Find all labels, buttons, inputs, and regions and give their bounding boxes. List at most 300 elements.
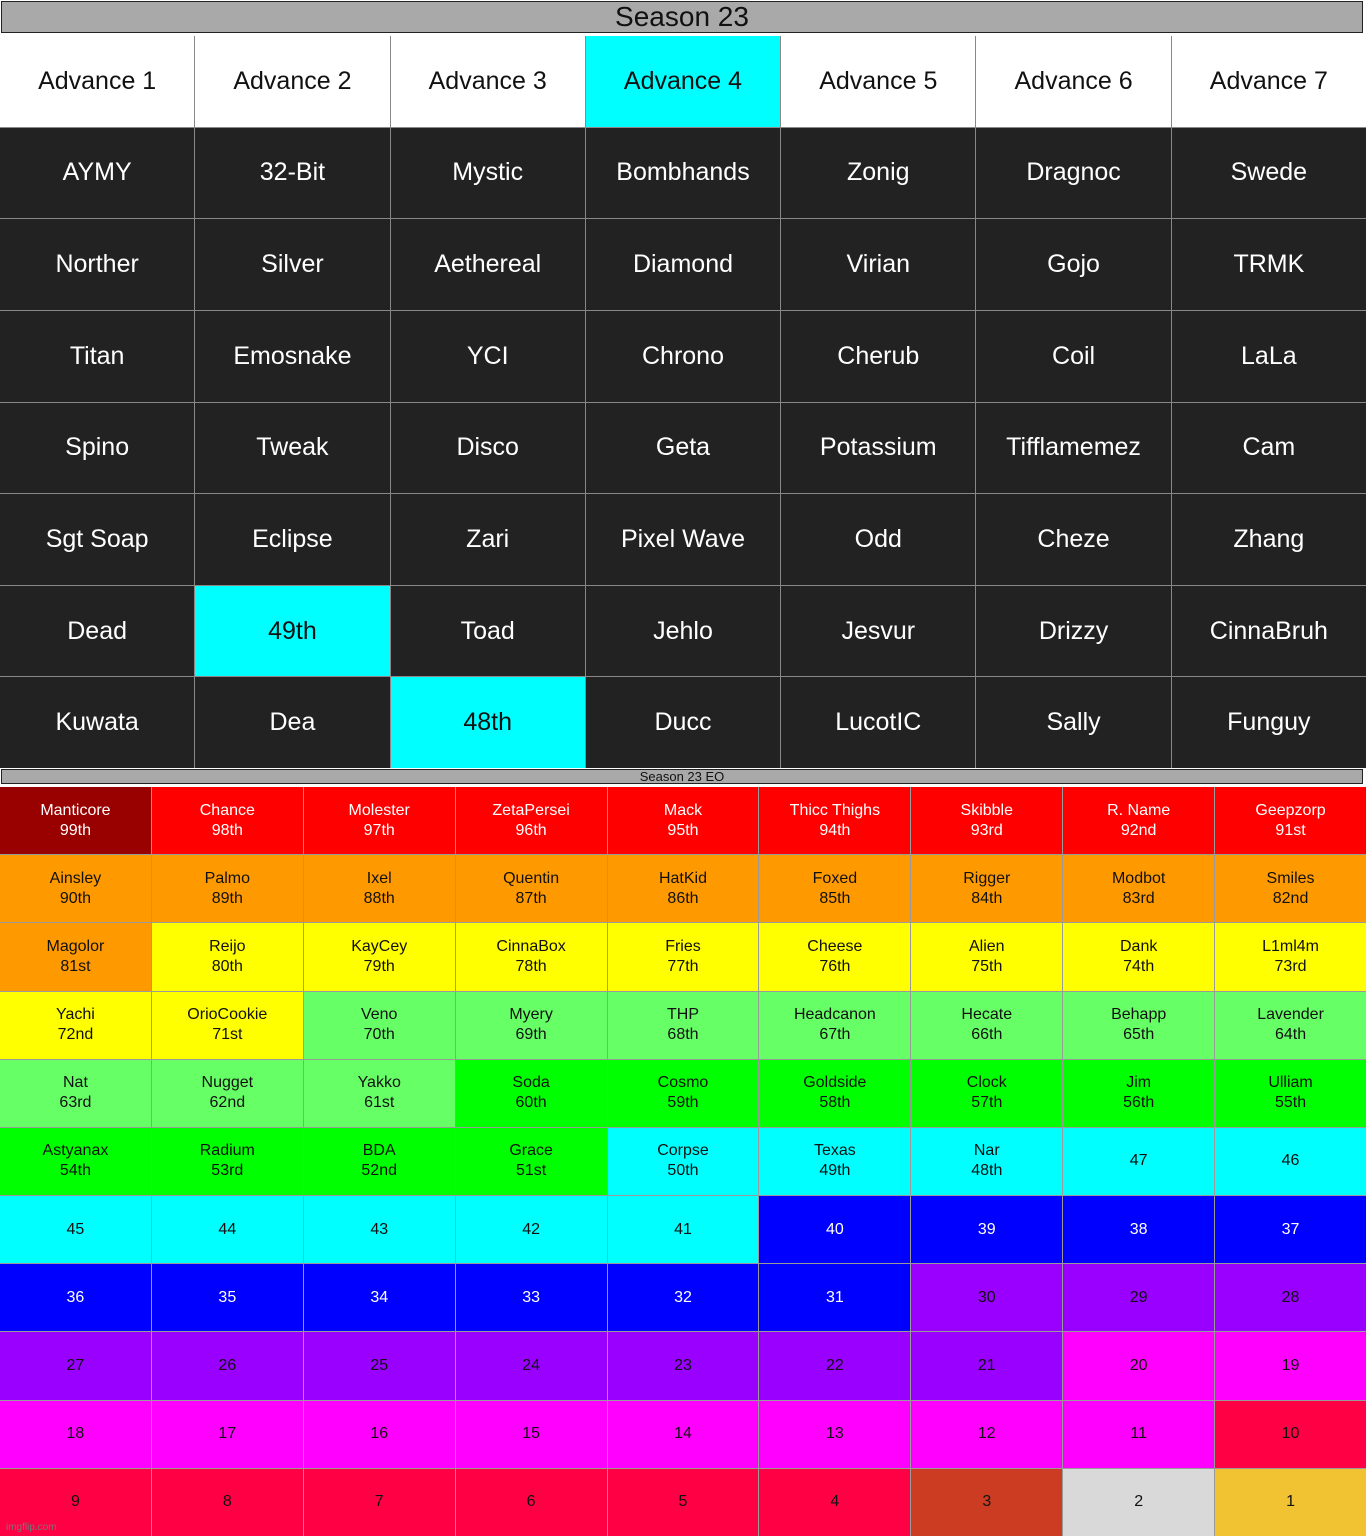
advance-cell: Coil: [976, 311, 1170, 402]
eo-cell: [911, 855, 1062, 922]
eo-cell-name: Rigger: [963, 869, 1011, 887]
eo-cell: [1063, 1060, 1214, 1127]
advance-cell: Eclipse: [195, 494, 389, 585]
eo-cell: [759, 1264, 910, 1331]
advance-cell: Dragnoc: [976, 128, 1170, 219]
eo-cell-name: 34: [370, 1288, 389, 1306]
eo-cell-name: 1: [1286, 1493, 1295, 1511]
eo-cell-name: THP: [666, 1006, 699, 1024]
advance-cell: Tifflamemez: [976, 403, 1170, 494]
eo-cell-name: 3: [982, 1493, 992, 1511]
eo-cell-name: 25: [370, 1357, 389, 1375]
eo-cell: [759, 1196, 910, 1263]
eo-cell: [608, 1128, 759, 1195]
eo-cell-name: Ixel: [366, 869, 392, 887]
eo-cell: [1215, 1060, 1366, 1127]
eo-cell-place: 87th: [515, 889, 547, 907]
eo-cell-name: 41: [674, 1220, 692, 1238]
eo-cell-place: 66th: [971, 1026, 1003, 1044]
advance-cell: Gojo: [976, 219, 1170, 310]
eo-cell: [456, 1196, 607, 1263]
eo-cell-name: Lavender: [1257, 1006, 1324, 1024]
eo-cell-place: 94th: [819, 821, 851, 839]
eo-cell-place: 92nd: [1120, 821, 1157, 839]
eo-cell-name: 18: [66, 1425, 85, 1443]
eo-cell-name: R. Name: [1107, 801, 1171, 819]
eo-cell-name: Nar: [973, 1142, 1000, 1160]
eo-cell-name: ZetaPersei: [492, 801, 570, 819]
eo-cell-place: 91st: [1275, 821, 1306, 839]
eo-cell-name: Behapp: [1111, 1006, 1167, 1024]
eo-cell-place: 73rd: [1274, 957, 1307, 975]
eo-cell-name: 31: [825, 1288, 844, 1306]
advance-cell: Silver: [195, 219, 389, 310]
advance-cell: TRMK: [1172, 219, 1366, 310]
advance-cell: Bombhands: [586, 128, 780, 219]
eo-cell: [152, 1128, 303, 1195]
eo-cell-place: 76th: [819, 957, 851, 975]
eo-cell: [304, 1332, 455, 1399]
eo-cell-place: 63rd: [59, 1094, 92, 1112]
eo-cell-name: 12: [977, 1425, 996, 1443]
eo-cell: [911, 992, 1062, 1059]
advance-cell: Zari: [391, 494, 585, 585]
eo-cell-name: 20: [1129, 1357, 1148, 1375]
eo-cell-name: 29: [1129, 1288, 1148, 1306]
eo-cell-place: 95th: [667, 821, 699, 839]
eo-cell-place: 52nd: [361, 1162, 397, 1180]
eo-cell-name: Chance: [199, 801, 255, 819]
eo-cell-name: 36: [66, 1288, 85, 1306]
eo-cell-name: Jim: [1126, 1074, 1152, 1092]
eo-cell: [304, 787, 455, 854]
eo-cell-place: 79th: [363, 957, 395, 975]
eo-cell-place: 90th: [59, 889, 91, 907]
eo-cell: [0, 992, 151, 1059]
eo-cell-name: 21: [977, 1357, 996, 1375]
advance-header: Advance 6: [976, 36, 1170, 127]
eo-cell-name: Molester: [348, 801, 410, 819]
eo-cell: [759, 1401, 910, 1468]
eo-cell: [1215, 923, 1366, 990]
eo-cell-place: 50th: [667, 1162, 699, 1180]
eo-cell: [152, 1264, 303, 1331]
eo-cell: [304, 923, 455, 990]
eo-cell-place: 53rd: [211, 1162, 244, 1180]
eo-cell: [152, 992, 303, 1059]
eo-cell-name: Alien: [968, 937, 1005, 955]
eo-cell-name: 11: [1130, 1425, 1147, 1443]
eo-cell: [608, 1401, 759, 1468]
eo-cell-place: 71st: [212, 1026, 243, 1044]
eo-cell-name: 39: [977, 1220, 996, 1238]
eo-cell: [456, 1264, 607, 1331]
eo-cell-name: Ulliam: [1268, 1074, 1313, 1092]
advance-cell: Potassium: [781, 403, 975, 494]
eo-cell: [456, 992, 607, 1059]
advance-cell: Ducc: [586, 677, 780, 768]
eo-cell-name: HatKid: [658, 869, 707, 887]
eo-cell-name: 10: [1281, 1425, 1300, 1443]
eo-title: Season 23 EO: [1, 769, 1363, 784]
eo-cell: [911, 923, 1062, 990]
eo-cell-name: 46: [1281, 1152, 1300, 1170]
eo-cell: [1063, 1128, 1214, 1195]
eo-cell-place: 86th: [667, 889, 699, 907]
advance-cell: Zonig: [781, 128, 975, 219]
eo-grid: [0, 787, 1366, 1536]
eo-cell-place: 70th: [363, 1026, 395, 1044]
eo-cell: [759, 1060, 910, 1127]
eo-cell-place: 58th: [819, 1094, 851, 1112]
eo-cell-place: 67th: [819, 1026, 851, 1044]
eo-cell-place: 69th: [515, 1026, 547, 1044]
eo-cell-name: Goldside: [803, 1074, 867, 1092]
eo-cell-place: 96th: [515, 821, 547, 839]
eo-cell: [1215, 1128, 1366, 1195]
eo-cell-name: Quentin: [503, 869, 560, 887]
eo-cell-name: 6: [526, 1493, 536, 1511]
advance-cell: Swede: [1172, 128, 1366, 219]
advance-cell: Jehlo: [586, 586, 780, 677]
eo-cell-name: 22: [825, 1357, 844, 1375]
eo-cell-name: 28: [1281, 1288, 1300, 1306]
eo-cell: [0, 1128, 151, 1195]
eo-cell-name: Myery: [509, 1006, 553, 1024]
advance-cell: Aethereal: [391, 219, 585, 310]
eo-cell-name: Ainsley: [49, 869, 102, 887]
eo-cell-name: 14: [674, 1425, 692, 1443]
eo-cell: [608, 1060, 759, 1127]
advance-header: Advance 7: [1172, 36, 1366, 127]
eo-cell: [456, 923, 607, 990]
eo-cell: [759, 787, 910, 854]
advance-cell: Tweak: [195, 403, 389, 494]
advance-cell: Norther: [0, 219, 194, 310]
eo-cell-name: 8: [222, 1493, 232, 1511]
eo-cell: [304, 1264, 455, 1331]
eo-cell: [1215, 787, 1366, 854]
advance-cell: Dead: [0, 586, 194, 677]
eo-cell: [152, 1469, 303, 1536]
advance-cell: Sally: [976, 677, 1170, 768]
eo-cell: [152, 1060, 303, 1127]
eo-cell: [759, 923, 910, 990]
eo-cell-place: 64th: [1274, 1026, 1307, 1044]
eo-cell: [911, 1401, 1062, 1468]
eo-cell: [456, 1128, 607, 1195]
eo-cell-name: 45: [66, 1220, 85, 1238]
eo-cell-name: 2: [1134, 1493, 1144, 1511]
eo-cell: [911, 1060, 1062, 1127]
eo-cell: [911, 1332, 1062, 1399]
eo-cell-place: 89th: [211, 889, 243, 907]
advance-cell: Dea: [195, 677, 389, 768]
advance-cell: Pixel Wave: [586, 494, 780, 585]
eo-cell: [608, 1264, 759, 1331]
eo-cell-place: 60th: [515, 1094, 547, 1112]
eo-cell: [456, 855, 607, 922]
season-title: Season 23: [1, 1, 1363, 33]
eo-cell-name: 40: [825, 1220, 844, 1238]
eo-cell-name: Reijo: [209, 937, 246, 955]
eo-cell: [1063, 1469, 1214, 1536]
advance-header: Advance 4: [586, 36, 780, 127]
eo-cell-name: Foxed: [812, 869, 858, 887]
advance-cell: Cam: [1172, 403, 1366, 494]
advance-header: Advance 1: [0, 36, 194, 127]
advance-cell: Odd: [781, 494, 975, 585]
eo-cell: [304, 1401, 455, 1468]
advance-cell: 32-Bit: [195, 128, 389, 219]
eo-cell-place: 61st: [364, 1094, 395, 1112]
advance-cell: Spino: [0, 403, 194, 494]
eo-cell: [0, 787, 151, 854]
eo-cell-name: Grace: [509, 1142, 553, 1160]
eo-cell-place: 57th: [971, 1094, 1003, 1112]
eo-cell: [608, 923, 759, 990]
eo-cell-name: 4: [830, 1493, 840, 1511]
advance-cell: AYMY: [0, 128, 194, 219]
eo-cell: [1215, 1196, 1366, 1263]
eo-cell: [152, 787, 303, 854]
eo-cell-place: 49th: [819, 1162, 851, 1180]
eo-cell: [1215, 992, 1366, 1059]
eo-cell-place: 99th: [59, 821, 91, 839]
eo-cell-place: 74th: [1123, 957, 1155, 975]
eo-cell-name: 9: [70, 1493, 80, 1511]
eo-cell: [608, 787, 759, 854]
eo-cell-name: 30: [977, 1288, 996, 1306]
eo-cell: [1063, 787, 1214, 854]
eo-cell-place: 72nd: [57, 1026, 94, 1044]
advance-cell: LaLa: [1172, 311, 1366, 402]
eo-cell: [1063, 1196, 1214, 1263]
eo-cell-name: Manticore: [40, 801, 111, 819]
eo-cell-place: 81st: [60, 957, 91, 975]
eo-cell: [152, 1332, 303, 1399]
eo-cell: [304, 992, 455, 1059]
eo-cell-name: Hecate: [961, 1006, 1013, 1024]
eo-cell-name: Palmo: [204, 869, 250, 887]
eo-cell-place: 51st: [515, 1162, 547, 1180]
advance-cell: Disco: [391, 403, 585, 494]
eo-cell: [0, 855, 151, 922]
eo-cell: [456, 787, 607, 854]
eo-cell-name: Geepzorp: [1255, 801, 1326, 819]
eo-cell-place: 77th: [667, 957, 699, 975]
eo-cell: [911, 1196, 1062, 1263]
advance-cell: Diamond: [586, 219, 780, 310]
eo-cell: [152, 1196, 303, 1263]
eo-cell-name: Texas: [813, 1142, 856, 1160]
eo-cell: [608, 1196, 759, 1263]
eo-cell-name: 16: [370, 1425, 389, 1443]
eo-cell: [1063, 1401, 1214, 1468]
eo-cell-place: 88th: [363, 889, 395, 907]
eo-cell: [759, 855, 910, 922]
eo-cell-place: 68th: [667, 1026, 699, 1044]
eo-cell: [0, 923, 151, 990]
eo-cell: [1063, 1332, 1214, 1399]
eo-cell-name: Radium: [199, 1142, 255, 1160]
eo-cell: [759, 992, 910, 1059]
eo-cell-name: 7: [374, 1493, 384, 1511]
eo-cell-name: 27: [66, 1357, 85, 1375]
eo-cell-place: 97th: [363, 821, 395, 839]
eo-cell-name: OrioCookie: [187, 1006, 268, 1024]
advance-cell: 48th: [391, 677, 585, 768]
eo-cell: [0, 1060, 151, 1127]
eo-cell-place: 75th: [971, 957, 1003, 975]
advance-cell: Kuwata: [0, 677, 194, 768]
advance-cell: Funguy: [1172, 677, 1366, 768]
eo-cell-name: 35: [218, 1288, 237, 1306]
advance-cell: 49th: [195, 586, 389, 677]
eo-cell-name: 33: [522, 1288, 540, 1306]
advance-cell: Titan: [0, 311, 194, 402]
eo-cell-name: Smiles: [1266, 869, 1315, 887]
eo-cell-name: 17: [218, 1425, 237, 1443]
advance-header: Advance 3: [391, 36, 585, 127]
eo-cell-name: Thicc Thighs: [789, 801, 881, 819]
eo-cell-name: 42: [522, 1220, 540, 1238]
eo-cell: [759, 1332, 910, 1399]
eo-cell-name: Cheese: [807, 937, 863, 955]
eo-cell-place: 78th: [515, 957, 547, 975]
eo-cell-name: Skibble: [960, 801, 1014, 819]
eo-cell: [152, 1401, 303, 1468]
eo-cell-name: Modbot: [1111, 869, 1166, 887]
advance-cell: Virian: [781, 219, 975, 310]
eo-cell-place: 55th: [1274, 1094, 1307, 1112]
eo-cell: [911, 1469, 1062, 1536]
eo-cell: [608, 855, 759, 922]
eo-cell: [0, 1264, 151, 1331]
eo-cell-name: Soda: [512, 1074, 550, 1092]
advance-cell: YCI: [391, 311, 585, 402]
eo-cell: [304, 855, 455, 922]
eo-cell-name: Headcanon: [793, 1006, 876, 1024]
advance-cell: Mystic: [391, 128, 585, 219]
eo-cell-name: 43: [370, 1220, 389, 1238]
eo-cell: [1215, 1469, 1366, 1536]
eo-cell: [1215, 1264, 1366, 1331]
eo-cell-name: KayCey: [351, 937, 408, 955]
eo-cell: [1063, 1264, 1214, 1331]
eo-cell-name: BDA: [362, 1142, 396, 1160]
advance-cell: Toad: [391, 586, 585, 677]
advance-cell: Chrono: [586, 311, 780, 402]
eo-cell: [1063, 855, 1214, 922]
eo-cell-place: 59th: [667, 1094, 699, 1112]
eo-cell-name: 23: [674, 1357, 692, 1375]
advance-cell: Drizzy: [976, 586, 1170, 677]
eo-cell-name: Clock: [966, 1074, 1007, 1092]
eo-cell-place: 56th: [1123, 1094, 1155, 1112]
advance-cell: Zhang: [1172, 494, 1366, 585]
eo-cell-place: 98th: [211, 821, 243, 839]
eo-cell-name: Veno: [360, 1006, 398, 1024]
eo-cell: [759, 1469, 910, 1536]
eo-cell: [911, 787, 1062, 854]
eo-cell-place: 80th: [211, 957, 243, 975]
eo-cell: [608, 992, 759, 1059]
eo-cell-name: 47: [1129, 1152, 1148, 1170]
eo-cell: [0, 1196, 151, 1263]
advance-cell: Cherub: [781, 311, 975, 402]
eo-cell: [911, 1264, 1062, 1331]
eo-cell-place: 48th: [971, 1162, 1003, 1180]
eo-cell-name: 37: [1281, 1220, 1300, 1238]
eo-cell-place: 65th: [1123, 1026, 1155, 1044]
eo-cell-name: 32: [674, 1288, 692, 1306]
advance-cell: LucotIC: [781, 677, 975, 768]
advance-cell: Sgt Soap: [0, 494, 194, 585]
eo-cell: [304, 1128, 455, 1195]
advance-cell: Geta: [586, 403, 780, 494]
eo-cell-name: Cosmo: [657, 1074, 709, 1092]
eo-cell: [304, 1060, 455, 1127]
eo-cell-name: 44: [218, 1220, 237, 1238]
eo-cell: [456, 1060, 607, 1127]
eo-cell-name: Dank: [1119, 937, 1158, 955]
eo-cell: [152, 923, 303, 990]
advance-header: Advance 2: [195, 36, 389, 127]
eo-cell: [1063, 923, 1214, 990]
eo-cell: [0, 1401, 151, 1468]
eo-cell-name: Astyanax: [42, 1142, 109, 1160]
advance-header: Advance 5: [781, 36, 975, 127]
advance-cell: Jesvur: [781, 586, 975, 677]
eo-cell: [1063, 992, 1214, 1059]
watermark: imgflip.com: [6, 1522, 57, 1533]
eo-cell: [456, 1401, 607, 1468]
eo-cell-name: Fries: [665, 937, 701, 955]
eo-cell-name: Nugget: [201, 1074, 254, 1092]
eo-cell: [1215, 855, 1366, 922]
eo-cell: [304, 1196, 455, 1263]
eo-cell-place: 85th: [819, 889, 851, 907]
eo-cell-name: 15: [522, 1425, 540, 1443]
eo-cell: [608, 1469, 759, 1536]
eo-cell: [152, 855, 303, 922]
eo-cell: [456, 1469, 607, 1536]
eo-cell-name: 13: [825, 1425, 844, 1443]
eo-cell-name: Yachi: [56, 1006, 95, 1024]
eo-cell-name: Corpse: [657, 1142, 709, 1160]
eo-cell-name: 24: [522, 1357, 540, 1375]
eo-cell: [0, 1332, 151, 1399]
advance-cell: Emosnake: [195, 311, 389, 402]
eo-cell-place: 93rd: [970, 821, 1003, 839]
advance-cell: Cheze: [976, 494, 1170, 585]
eo-cell-name: Yakko: [357, 1074, 401, 1092]
eo-cell: [456, 1332, 607, 1399]
advance-grid: [0, 36, 1366, 768]
advance-cell: CinnaBruh: [1172, 586, 1366, 677]
eo-cell-name: CinnaBox: [496, 937, 566, 955]
eo-cell-place: 84th: [971, 889, 1003, 907]
eo-cell-name: 5: [678, 1493, 688, 1511]
eo-cell-name: 38: [1129, 1220, 1148, 1238]
eo-cell-name: L1ml4m: [1262, 937, 1319, 955]
eo-cell-name: Nat: [62, 1074, 88, 1092]
eo-cell-place: 62nd: [209, 1094, 246, 1112]
eo-cell: [608, 1332, 759, 1399]
eo-cell-place: 83rd: [1122, 889, 1155, 907]
eo-cell-place: 54th: [59, 1162, 91, 1180]
